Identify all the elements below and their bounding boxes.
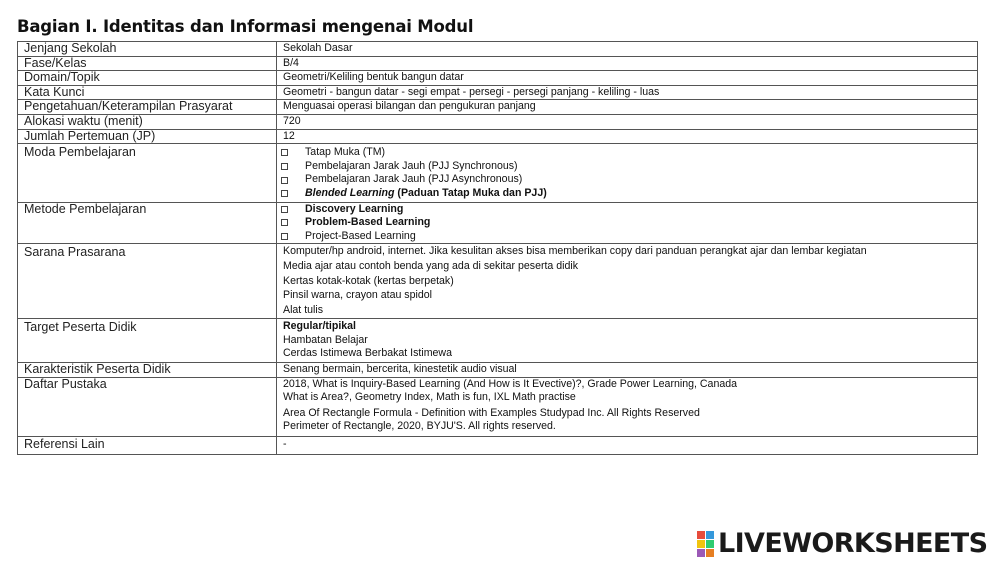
table-row bbox=[18, 377, 978, 436]
table-row bbox=[18, 129, 978, 144]
table-row bbox=[18, 114, 978, 129]
row-label: Domain/Topik bbox=[18, 71, 277, 86]
checkbox[interactable] bbox=[281, 149, 288, 156]
checkbox[interactable] bbox=[281, 206, 288, 213]
row-label: Karakteristik Peserta Didik bbox=[18, 363, 277, 378]
row-value: Geometri/Keliling bentuk bangun datar bbox=[277, 71, 978, 86]
liveworksheets-logo bbox=[697, 528, 987, 559]
checkbox[interactable] bbox=[281, 177, 288, 184]
sarana-list: Komputer/hp android, internet. Jika kesulitan akses bisa memberikan copy dari panduan perangkat ajar dan lembar kegiatan Media ajar atau contoh benda yang ada di sekitar peserta didik Kertas kotak-kotak (kertas berpetak) Pinsil warna, crayon atau spidol Alat tulis bbox=[277, 244, 978, 319]
row-label: Referensi Lain bbox=[18, 437, 277, 455]
checkbox[interactable] bbox=[281, 190, 288, 197]
row-value: Menguasai operasi bilangan dan pengukuran panjang bbox=[277, 100, 978, 115]
option-item: Project-Based Learning bbox=[283, 230, 971, 244]
metode-options bbox=[277, 202, 978, 244]
table-row bbox=[18, 363, 978, 378]
option-item: Discovery Learning bbox=[283, 203, 971, 217]
row-label: Jumlah Pertemuan (JP) bbox=[18, 129, 277, 144]
table-row bbox=[18, 202, 978, 244]
table-row bbox=[18, 71, 978, 86]
page-title: Bagian I. Identitas dan Informasi mengenai Modul bbox=[17, 17, 474, 36]
row-value: 12 bbox=[277, 129, 978, 144]
row-value: 720 bbox=[277, 114, 978, 129]
table-row bbox=[18, 437, 978, 455]
logo-block bbox=[706, 531, 714, 539]
row-label: Kata Kunci bbox=[18, 85, 277, 100]
option-item: Pembelajaran Jarak Jauh (PJJ Asynchronous) bbox=[283, 173, 971, 187]
row-value: Sekolah Dasar bbox=[277, 42, 978, 57]
option-item: Problem-Based Learning bbox=[283, 216, 971, 230]
logo-text: LIVEWORKSHEETS bbox=[718, 528, 988, 559]
table-row bbox=[18, 42, 978, 57]
checkbox[interactable] bbox=[281, 233, 288, 240]
logo-block bbox=[706, 549, 714, 557]
row-label: Pengetahuan/Keterampilan Prasyarat bbox=[18, 100, 277, 115]
row-label: Fase/Kelas bbox=[18, 56, 277, 71]
row-label: Metode Pembelajaran bbox=[18, 202, 277, 244]
option-item: Pembelajaran Jarak Jauh (PJJ Synchronous) bbox=[283, 160, 971, 174]
row-label: Target Peserta Didik bbox=[18, 319, 277, 363]
table-row bbox=[18, 56, 978, 71]
row-label: Alokasi waktu (menit) bbox=[18, 114, 277, 129]
logo-block bbox=[697, 531, 705, 539]
table-row bbox=[18, 85, 978, 100]
logo-block bbox=[697, 540, 705, 548]
moda-options bbox=[277, 144, 978, 202]
pustaka-list: 2018, What is Inquiry-Based Learning (And How is It Evective)?, Grade Power Learning, Canada What is Area?, Geometry Index, Math is fun, IXL Math practise Area Of Rectangle Formula - Definition with Examples Studypad Inc. All Rights Reserved Perimeter of Rectangle, 2020, BYJU'S. All rights reserved. bbox=[277, 377, 978, 436]
checkbox[interactable] bbox=[281, 163, 288, 170]
row-label: Sarana Prasarana bbox=[18, 244, 277, 319]
row-label: Moda Pembelajaran bbox=[18, 144, 277, 202]
table-row bbox=[18, 319, 978, 363]
row-value: Geometri - bangun datar - segi empat - persegi - persegi panjang - keliling - luas bbox=[277, 85, 978, 100]
checkbox[interactable] bbox=[281, 219, 288, 226]
row-value: Senang bermain, bercerita, kinestetik audio visual bbox=[277, 363, 978, 378]
target-list: Regular/tipikal Hambatan Belajar Cerdas Istimewa Berbakat Istimewa bbox=[277, 319, 978, 363]
logo-blocks-icon bbox=[697, 531, 714, 557]
option-item: Blended Learning (Paduan Tatap Muka dan PJJ) bbox=[283, 187, 971, 201]
table-row bbox=[18, 100, 978, 115]
logo-block bbox=[706, 540, 714, 548]
row-label: Daftar Pustaka bbox=[18, 377, 277, 436]
option-item: Tatap Muka (TM) bbox=[283, 146, 971, 160]
row-value: B/4 bbox=[277, 56, 978, 71]
table-row bbox=[18, 144, 978, 202]
module-info-table bbox=[17, 41, 978, 455]
row-label: Jenjang Sekolah bbox=[18, 42, 277, 57]
row-value: - bbox=[277, 437, 978, 455]
logo-block bbox=[697, 549, 705, 557]
table-row bbox=[18, 244, 978, 319]
